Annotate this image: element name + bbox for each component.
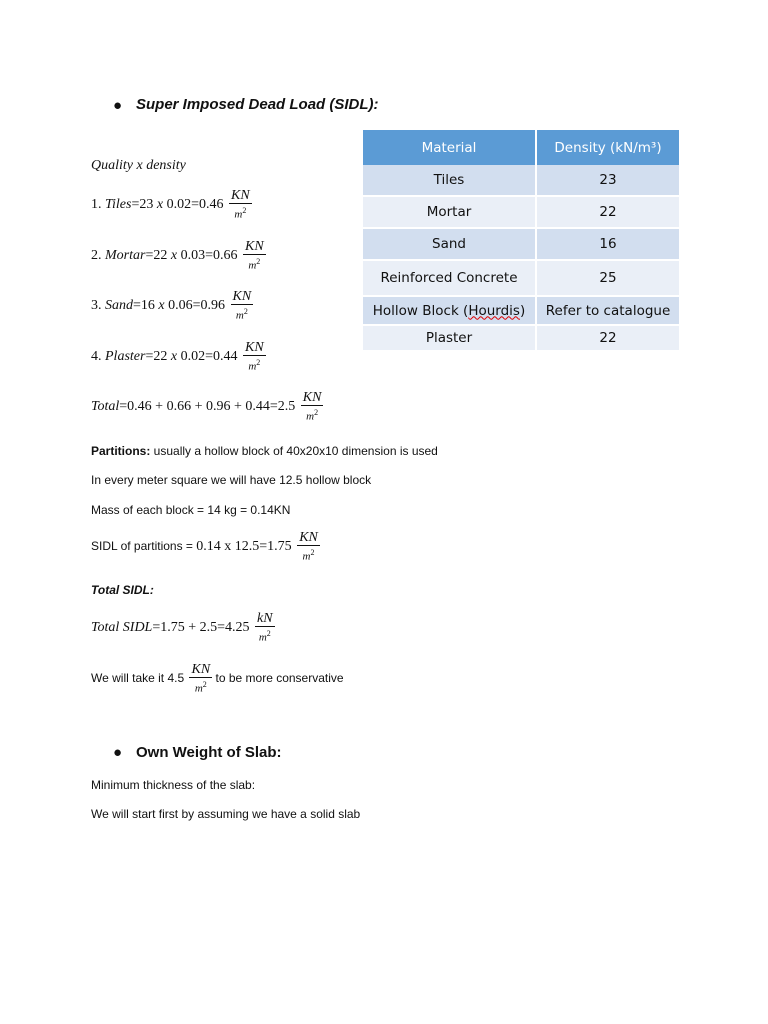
table-row [363, 228, 679, 260]
unit-denominator: m [235, 309, 244, 322]
equation-material: Mortar [105, 248, 146, 264]
equation-thickness: 0.03 [180, 248, 206, 264]
equation-density: 22 [153, 349, 168, 365]
sidl-total-equation [91, 390, 323, 424]
bullet-icon: ● [113, 97, 123, 114]
unit-exponent: 2 [256, 358, 261, 367]
partitions-sidl-label: SIDL of partitions = [91, 539, 197, 554]
equation-material: Plaster [105, 349, 146, 365]
take-prefix: We will take it 4.5 [91, 671, 188, 686]
unit-exponent: 2 [242, 206, 247, 215]
table-cell-density: 22 [536, 196, 679, 228]
equation-prefix: 4. [91, 349, 105, 365]
unit-exponent: 2 [310, 548, 315, 557]
sidl-equation-mortar: 2. Mortar=22 x 0.03=0.66 $\frac{KN}{m^2}$ [91, 239, 264, 272]
unit-numerator: KN [244, 340, 264, 355]
total-expression: =0.46 + 0.66 + 0.96 + 0.44=2.5 [119, 399, 296, 415]
unit-fraction [297, 530, 320, 564]
equation-density: 23 [139, 197, 154, 213]
total-sidl-label: Total SIDL [91, 620, 153, 636]
equation-thickness: 0.02 [166, 197, 192, 213]
table-cell-density: 23 [536, 165, 679, 196]
unit-fraction [189, 662, 212, 696]
unit-exponent: 2 [202, 680, 207, 689]
unit-numerator: KN [302, 390, 322, 405]
unit-denominator: m [248, 259, 257, 272]
table-row [363, 325, 679, 351]
unit-denominator: m [234, 208, 243, 221]
table-cell-density: Refer to catalogue [536, 296, 679, 325]
quality-density-label: Quality x density [91, 158, 186, 173]
partitions-block-mass: Mass of each block = 14 kg = 0.14KN [91, 503, 291, 517]
unit-denominator: m [248, 360, 257, 373]
unit-numerator: KN [244, 239, 264, 254]
table-cell-material: Mortar [363, 196, 536, 228]
equation-thickness: 0.06 [168, 298, 193, 314]
equation-result: 0.46 [199, 197, 224, 213]
total-label: Total [91, 399, 120, 415]
solid-slab-line: We will start first by assuming we have a solid slab [91, 807, 361, 821]
unit-fraction [243, 239, 266, 273]
equation-density: 16 [140, 298, 155, 314]
unit-fraction [301, 390, 324, 424]
partitions-text: usually a hollow block of 40x20x10 dimension is used [150, 444, 438, 458]
unit-numerator: kN [257, 611, 273, 626]
equation-prefix: 2. [91, 248, 105, 264]
partitions-paragraph [91, 444, 438, 458]
table-row [363, 165, 679, 196]
hourdis-prefix: Hollow Block ( [372, 302, 469, 319]
equation-prefix: 1. [91, 197, 105, 213]
table-cell-density: 25 [536, 260, 679, 296]
table-header-density: Density (kN/m³) [536, 130, 679, 165]
take-suffix: to be more conservative [212, 671, 344, 686]
equation-material: Tiles [105, 197, 132, 213]
table-header-material: Material [363, 130, 536, 165]
table-cell-density: 16 [536, 228, 679, 260]
table-row [363, 260, 679, 296]
unit-fraction [255, 611, 275, 645]
unit-denominator: m [258, 631, 267, 644]
unit-exponent: 2 [266, 629, 271, 638]
sidl-equation-plaster: 4. Plaster=22 x 0.02=0.44 $\frac{KN}{m^2}$ [91, 340, 264, 373]
unit-fraction [229, 188, 252, 222]
total-sidl-expression: =1.75 + 2.5=4.25 [152, 620, 250, 636]
unit-fraction [243, 340, 266, 374]
equation-thickness: 0.02 [180, 349, 206, 365]
sidl-heading: Super Imposed Dead Load (SIDL): [136, 96, 379, 113]
equation-result: 0.44 [212, 349, 238, 365]
equation-result: 0.66 [212, 248, 238, 264]
unit-denominator: m [306, 410, 315, 423]
conservative-value-line [91, 662, 344, 696]
unit-denominator: m [194, 682, 203, 695]
unit-numerator: KN [232, 289, 252, 304]
partitions-label: Partitions: [91, 444, 151, 458]
hourdis-word: Hourdis [468, 302, 520, 319]
equation-prefix: 3. [91, 298, 105, 314]
unit-numerator: KN [191, 662, 211, 677]
table-row [363, 196, 679, 228]
unit-exponent: 2 [256, 257, 261, 266]
table-cell-material: Reinforced Concrete [363, 260, 536, 296]
partitions-sidl-expression: 0.14 x 12.5=1.75 [196, 539, 292, 555]
table-row [363, 296, 679, 325]
unit-numerator: KN [299, 530, 318, 545]
total-sidl-heading: Total SIDL: [91, 583, 154, 597]
sidl-equation-sand: 3. Sand=16 x 0.06=0.96 $\frac{KN}{m^2}$ [91, 289, 252, 322]
equation-density: 22 [153, 248, 168, 264]
unit-denominator: m [302, 550, 311, 563]
table-cell-material [363, 296, 536, 325]
table-cell-material: Tiles [363, 165, 536, 196]
partitions-sidl-line [91, 530, 320, 564]
unit-fraction [231, 289, 254, 323]
bullet-icon: ● [113, 744, 123, 761]
unit-exponent: 2 [243, 307, 248, 316]
sidl-equation-tiles: 1. Tiles=23 x 0.02=0.46 $\frac{KN}{m^2}$ [91, 188, 250, 221]
equation-material: Sand [105, 298, 133, 314]
hourdis-suffix: ) [519, 302, 526, 319]
unit-numerator: KN [231, 188, 250, 203]
total-sidl-equation [91, 611, 275, 645]
unit-exponent: 2 [314, 408, 319, 417]
partitions-blocks-per-m2: In every meter square we will have 12.5 hollow block [91, 473, 372, 487]
table-cell-material: Plaster [363, 325, 536, 351]
table-cell-material: Sand [363, 228, 536, 260]
table-cell-density: 22 [536, 325, 679, 351]
density-table [363, 130, 679, 352]
min-thickness-line: Minimum thickness of the slab: [91, 778, 256, 792]
own-weight-heading: Own Weight of Slab: [136, 744, 282, 761]
equation-result: 0.96 [200, 298, 226, 314]
